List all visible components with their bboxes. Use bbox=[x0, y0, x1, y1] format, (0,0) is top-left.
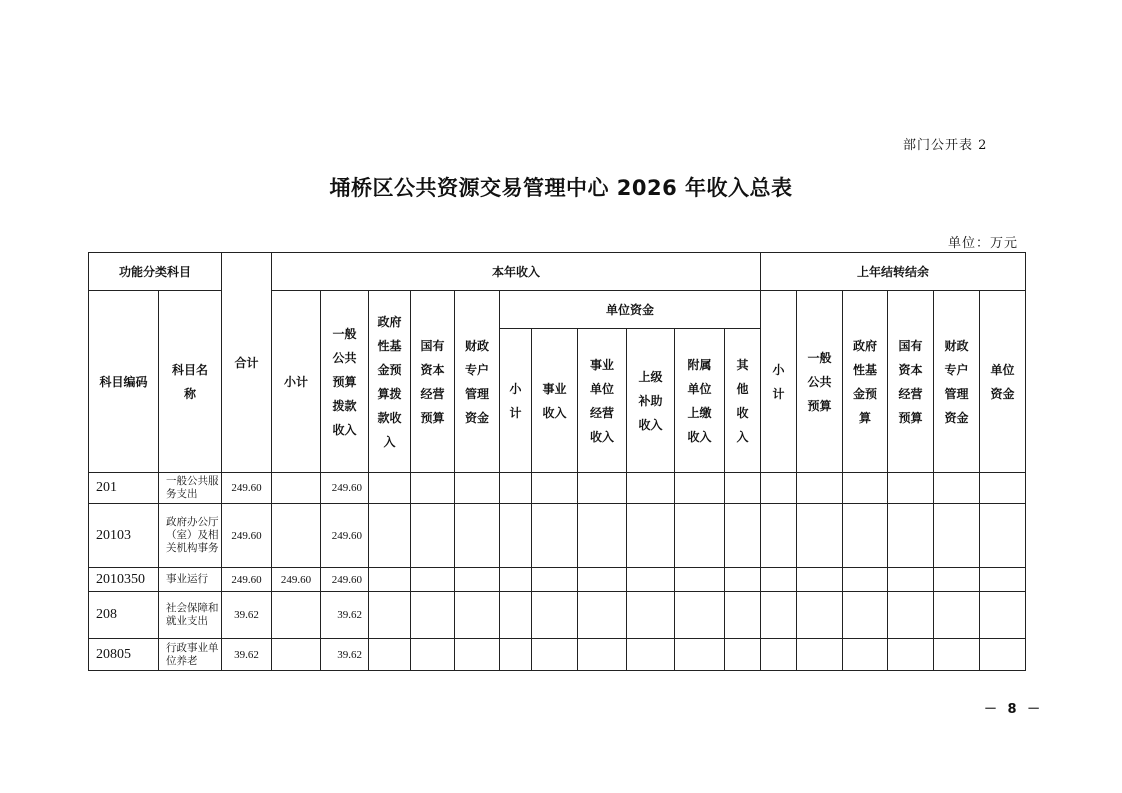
row-subtotal bbox=[272, 504, 321, 568]
row-code: 208 bbox=[89, 592, 159, 639]
row-subtotal bbox=[272, 639, 321, 671]
header-uf-superior-subsidy: 上级 补助 收入 bbox=[627, 329, 675, 473]
table-row bbox=[89, 639, 1026, 671]
revenue-summary-table bbox=[88, 252, 1026, 671]
header-gov-fund: 政府 性基 金预 算拨 款收 入 bbox=[369, 291, 411, 473]
row-subtotal: 249.60 bbox=[272, 568, 321, 592]
table-row bbox=[89, 568, 1026, 592]
header-uf-subtotal: 小 计 bbox=[500, 329, 532, 473]
header-subtotal: 小计 bbox=[272, 291, 321, 473]
table-row bbox=[89, 504, 1026, 568]
row-code: 20805 bbox=[89, 639, 159, 671]
row-name: 事业运行 bbox=[159, 568, 222, 592]
header-ly-state-capital: 国有 资本 经营 预算 bbox=[888, 291, 934, 473]
row-name: 一般公共服务支出 bbox=[159, 473, 222, 504]
header-fiscal-account: 财政 专户 管理 资金 bbox=[455, 291, 500, 473]
row-name: 行政事业单位养老 bbox=[159, 639, 222, 671]
header-ly-subtotal: 小 计 bbox=[761, 291, 797, 473]
row-code: 201 bbox=[89, 473, 159, 504]
header-uf-business: 事业 收入 bbox=[532, 329, 578, 473]
table-number-label: 部门公开表 2 bbox=[903, 138, 988, 153]
header-ly-unit-funds: 单位 资金 bbox=[980, 291, 1026, 473]
header-ly-gov-fund: 政府 性基 金预 算 bbox=[843, 291, 888, 473]
row-name: 社会保障和就业支出 bbox=[159, 592, 222, 639]
header-uf-other: 其 他 收 入 bbox=[725, 329, 761, 473]
row-total: 39.62 bbox=[222, 639, 272, 671]
row-general: 39.62 bbox=[321, 639, 369, 671]
row-code: 2010350 bbox=[89, 568, 159, 592]
page-title: 埇桥区公共资源交易管理中心 2026 年收入总表 bbox=[329, 176, 793, 200]
header-uf-affiliated: 附属 单位 上缴 收入 bbox=[675, 329, 725, 473]
header-last-year: 上年结转结余 bbox=[761, 253, 1026, 291]
header-general-budget: 一般 公共 预算 拨款 收入 bbox=[321, 291, 369, 473]
row-code: 20103 bbox=[89, 504, 159, 568]
row-general: 39.62 bbox=[321, 592, 369, 639]
row-general: 249.60 bbox=[321, 568, 369, 592]
header-code: 科目编码 bbox=[89, 291, 159, 473]
table-row bbox=[89, 473, 1026, 504]
header-total: 合计 bbox=[222, 253, 272, 473]
row-total: 249.60 bbox=[222, 473, 272, 504]
row-subtotal bbox=[272, 592, 321, 639]
row-name: 政府办公厅（室）及相关机构事务 bbox=[159, 504, 222, 568]
header-func-class: 功能分类科目 bbox=[89, 253, 222, 291]
header-unit-funds: 单位资金 bbox=[500, 291, 761, 329]
table-row bbox=[89, 592, 1026, 639]
page-number: － 8 － bbox=[984, 702, 1044, 717]
row-general: 249.60 bbox=[321, 473, 369, 504]
row-general: 249.60 bbox=[321, 504, 369, 568]
header-ly-fiscal-account: 财政 专户 管理 资金 bbox=[934, 291, 980, 473]
row-total: 249.60 bbox=[222, 568, 272, 592]
row-total: 39.62 bbox=[222, 592, 272, 639]
header-state-capital: 国有 资本 经营 预算 bbox=[411, 291, 455, 473]
header-ly-general-budget: 一般 公共 预算 bbox=[797, 291, 843, 473]
header-name: 科目名 称 bbox=[159, 291, 222, 473]
header-this-year: 本年收入 bbox=[272, 253, 761, 291]
unit-label: 单位：万元 bbox=[948, 236, 1019, 251]
row-subtotal bbox=[272, 473, 321, 504]
row-total: 249.60 bbox=[222, 504, 272, 568]
header-uf-operating: 事业 单位 经营 收入 bbox=[578, 329, 627, 473]
